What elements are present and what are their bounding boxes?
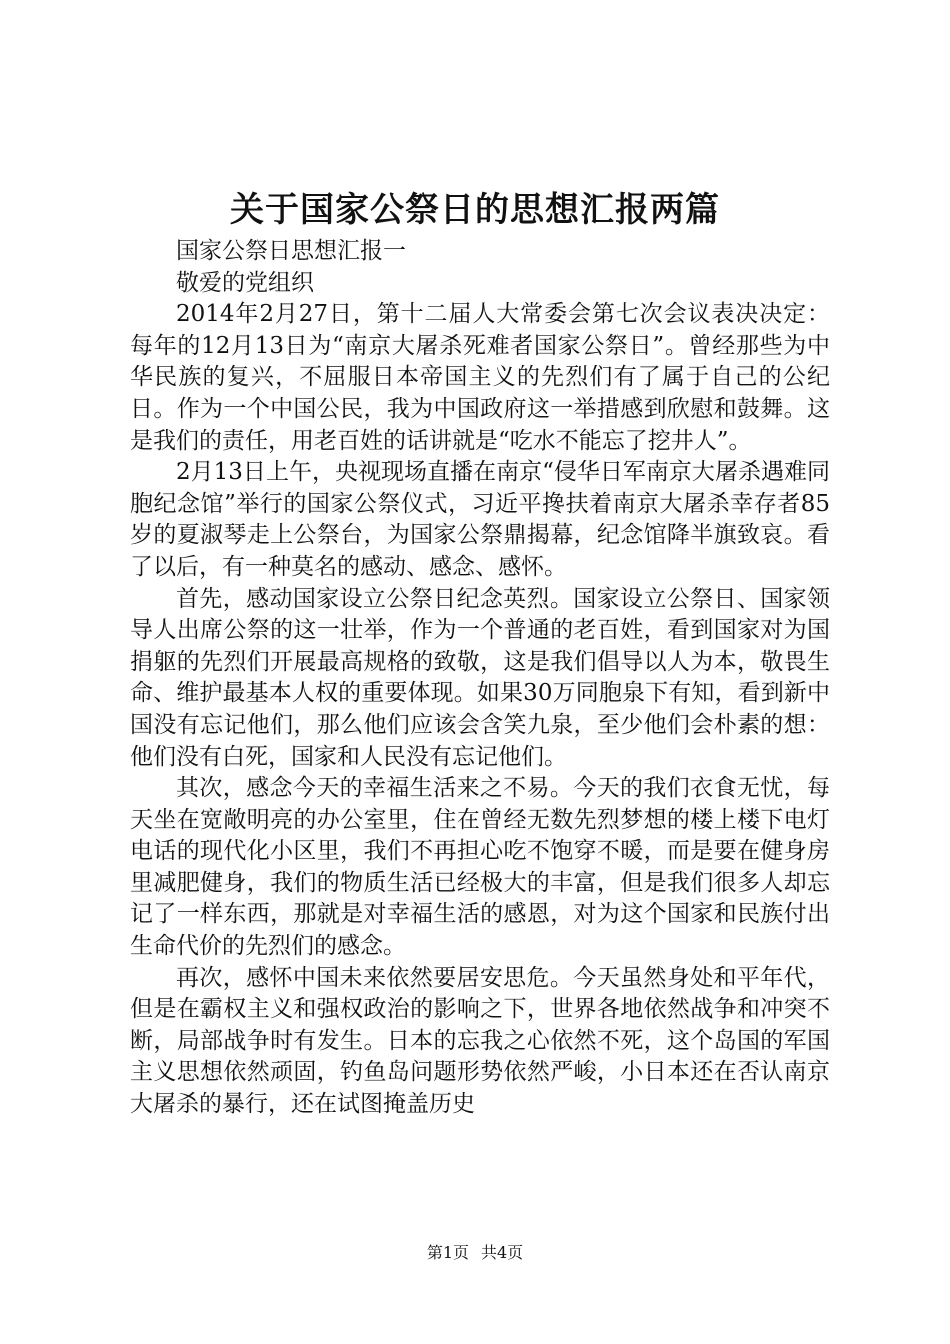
paragraph: 再次，感怀中国未来依然要居安思危。今天虽然身处和平年代，但是在霸权主义和强权政治的影响之下，世界各地依然战争和冲突不断，局部战争时有发生。日本的忘我之心依然不死，这个岛国的军国主义思想依然顽固，钓鱼岛问题形势依然严峻，小日本还在否认南京大屠杀的暴行，还在试图掩盖历史 <box>130 964 830 1118</box>
paragraph: 2月13日上午，央视现场直播在南京“侵华日军南京大屠杀遇难同胞纪念馆”举行的国家公祭仪式，习近平搀扶着南京大屠杀幸存者85岁的夏淑琴走上公祭台，为国家公祭鼎揭幕，纪念馆降半旗致哀。看了以后，有一种莫名的感动、感念、感怀。 <box>130 459 830 580</box>
paragraph: 2014年2月27日，第十二届人大常委会第七次会议表决决定：每年的12月13日为“南京大屠杀死难者国家公祭日”。曾经那些为中华民族的复兴，不屈服日本帝国主义的先烈们有了属于自己的公纪日。作为一个中国公民，我为中国政府这一举措感到欣慰和鼓舞。这是我们的责任，用老百姓的话讲就是“吃水不能忘了挖井人”。 <box>130 301 830 454</box>
page-number: 第1页 <box>426 1243 469 1262</box>
paragraph: 其次，感念今天的幸福生活来之不易。今天的我们衣食无忧，每天坐在宽敞明亮的办公室里，住在曾经无数先烈梦想的楼上楼下电灯电话的现代化小区里，我们不再担心吃不饱穿不暖，而是要在健身房里减肥健身，我们的物质生活已经极大的丰富，但是我们很多人却忘记了一样东西，那就是对幸福生活的感恩，对为这个国家和民族付出生命代价的先烈们的感念。 <box>130 775 830 960</box>
paragraph-subtitle: 国家公祭日思想汇报一 <box>176 238 406 264</box>
document-title: 关于国家公祭日的思想汇报两篇 <box>230 190 720 230</box>
page-total: 共4页 <box>481 1243 524 1262</box>
paragraph-salutation: 敬爱的党组织 <box>176 269 314 296</box>
paragraph: 首先，感动国家设立公祭日纪念英烈。国家设立公祭日、国家领导人出席公祭的这一壮举，作为一个普通的老百姓，看到国家对为国捐躯的先烈们开展最高规格的致敬，这是我们倡导以人为本，敬畏生命、维护最基本人权的重要体现。如果30万同胞泉下有知，看到新中国没有忘记他们，那么他们应该会含笑九泉，至少他们会朴素的想：他们没有白死，国家和人民没有忘记他们。 <box>130 585 830 770</box>
page-footer <box>0 1242 950 1264</box>
document-body <box>130 236 830 1121</box>
